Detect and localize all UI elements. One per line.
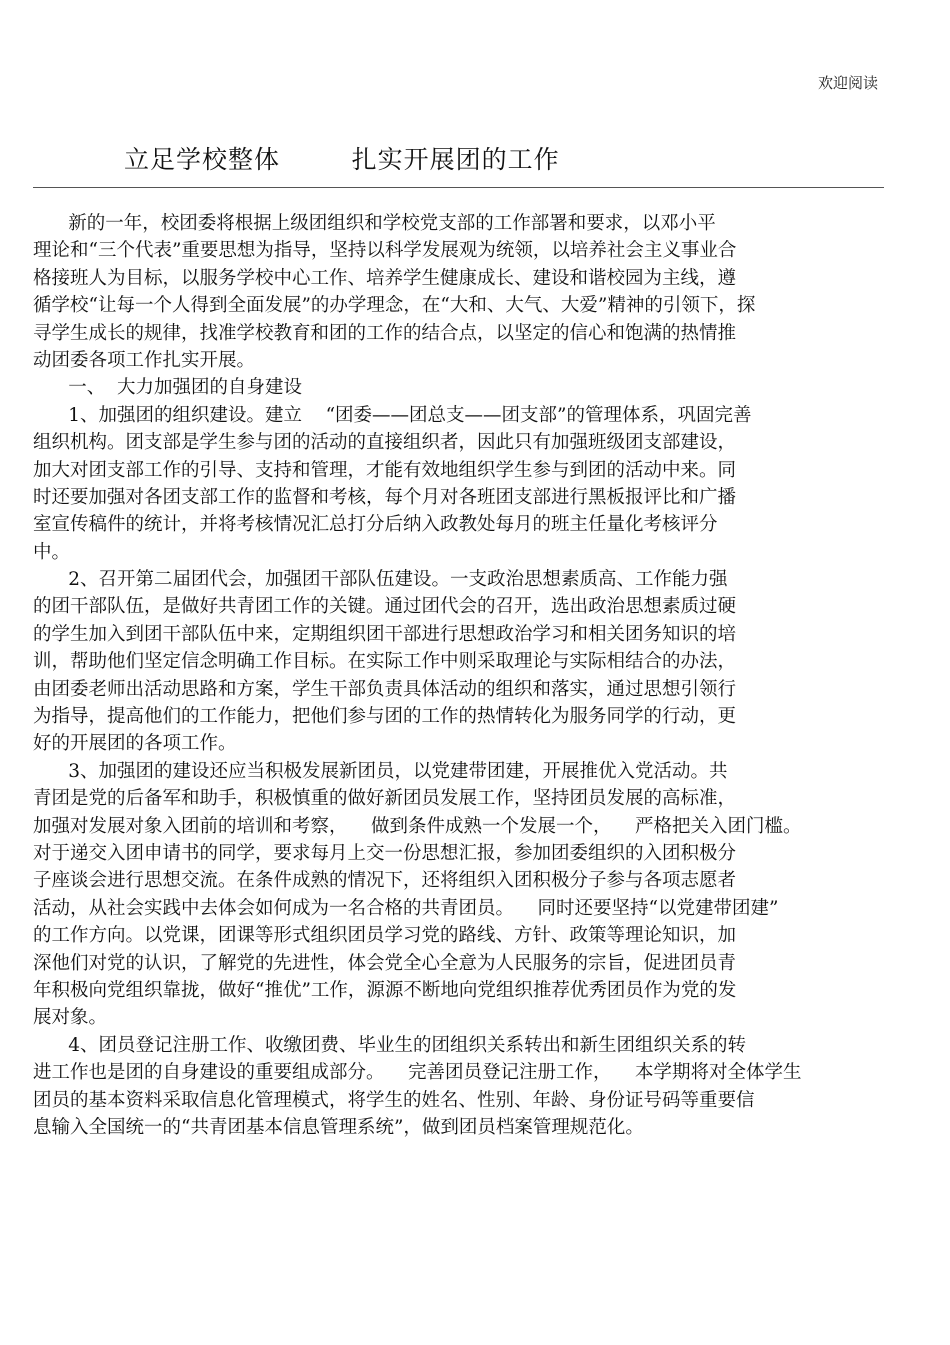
body-line: 加强对发展对象入团前的培训和考察， 做到条件成熟一个发展一个， 严格把关入团门槛。 xyxy=(33,815,802,837)
body-line: 时还要加强对各团支部工作的监督和考核，每个月对各班团支部进行黑板报评比和广播 xyxy=(33,486,737,508)
body-line: 室宣传稿件的统计，并将考核情况汇总打分后纳入政教处每月的班主任量化考核评分 xyxy=(33,514,718,536)
body-line: 子座谈会进行思想交流。在条件成熟的情况下，还将组织入团积极分子参与各项志愿者 xyxy=(33,870,737,892)
body-line: 动团委各项工作扎实开展。 xyxy=(33,349,256,371)
body-line: 组织机构。团支部是学生参与团的活动的直接组织者，因此只有加强班级团支部建设， xyxy=(33,432,737,454)
body-line: 对于递交入团申请书的同学，要求每月上交一份思想汇报，参加团委组织的入团积极分 xyxy=(33,842,737,864)
body-line: 活动，从社会实践中去体会如何成为一名合格的共青团员。 同时还要坚持“以党建带团建” xyxy=(33,897,779,919)
header-note: 欢迎阅读 xyxy=(817,74,878,92)
body-line: 的学生加入到团干部队伍中来，定期组织团干部进行思想政治学习和相关团务知识的培 xyxy=(33,623,737,645)
body-line: 进工作也是团的自身建设的重要组成部分。 完善团员登记注册工作， 本学期将对全体学生 xyxy=(33,1062,802,1084)
body-line: 一、 大力加强团的自身建设 xyxy=(33,377,303,399)
document-title: 立足学校整体 扎实开展团的工作 xyxy=(124,145,560,174)
body-line: 新的一年，校团委将根据上级团组织和学校党支部的工作部署和要求，以邓小平 xyxy=(33,213,716,234)
document-body xyxy=(33,210,893,1141)
body-line: 年积极向党组织靠拢，做好“推优”工作，源源不断地向党组织推荐优秀团员作为党的发 xyxy=(33,979,737,1001)
body-line: 青团是党的后备军和助手，积极慎重的做好新团员发展工作，坚持团员发展的高标准， xyxy=(33,788,737,810)
body-line: 的工作方向。以党课，团课等形式组织团员学习党的路线、方针、政策等理论知识，加 xyxy=(33,925,737,947)
body-line: 1、加强团的组织建设。建立 “团委——团总支——团支部”的管理体系，巩固完善 xyxy=(33,404,752,426)
body-line: 为指导，提高他们的工作能力，把他们参与团的工作的热情转化为服务同学的行动，更 xyxy=(33,706,737,728)
body-line: 由团委老师出活动思路和方案，学生干部负责具体活动的组织和落实，通过思想引领行 xyxy=(33,678,737,700)
body-line: 3、加强团的建设还应当积极发展新团员，以党建带团建，开展推优入党活动。共 xyxy=(33,760,728,782)
body-line: 的团干部队伍，是做好共青团工作的关键。通过团代会的召开，选出政治思想素质过硬 xyxy=(33,596,737,618)
body-line: 深他们对党的认识，了解党的先进性，体会党全心全意为人民服务的宗旨，促进团员青 xyxy=(33,952,737,974)
body-line: 寻学生成长的规律，找准学校教育和团的工作的结合点，以坚定的信心和饱满的热情推 xyxy=(33,322,737,344)
body-line: 理论和“三个代表”重要思想为指导，坚持以科学发展观为统领，以培养社会主义事业合 xyxy=(33,240,737,262)
body-line: 循学校“让每一个人得到全面发展”的办学理念，在“大和、大气、大爱”精神的引领下，探 xyxy=(33,295,756,317)
title-divider xyxy=(33,187,884,188)
body-line: 训，帮助他们坚定信念明确工作目标。在实际工作中则采取理论与实际相结合的办法， xyxy=(33,651,737,673)
body-line: 格接班人为目标，以服务学校中心工作、培养学生健康成长、建设和谐校园为主线，遵 xyxy=(33,267,737,289)
body-line: 4、团员登记注册工作、收缴团费、毕业生的团组织关系转出和新生团组织关系的转 xyxy=(33,1034,747,1056)
body-line: 2、召开第二届团代会，加强团干部队伍建设。一支政治思想素质高、工作能力强 xyxy=(33,569,728,591)
body-line: 展对象。 xyxy=(33,1007,108,1029)
body-line: 团员的基本资料采取信息化管理模式，将学生的姓名、性别、年龄、身份证号码等重要信 xyxy=(33,1089,755,1111)
body-line: 加大对团支部工作的引导、支持和管理，才能有效地组织学生参与到团的活动中来。同 xyxy=(33,459,737,481)
body-line: 好的开展团的各项工作。 xyxy=(33,733,237,755)
body-line: 息输入全国统一的“共青团基本信息管理系统”，做到团员档案管理规范化。 xyxy=(33,1116,644,1138)
body-line: 中。 xyxy=(33,541,71,563)
